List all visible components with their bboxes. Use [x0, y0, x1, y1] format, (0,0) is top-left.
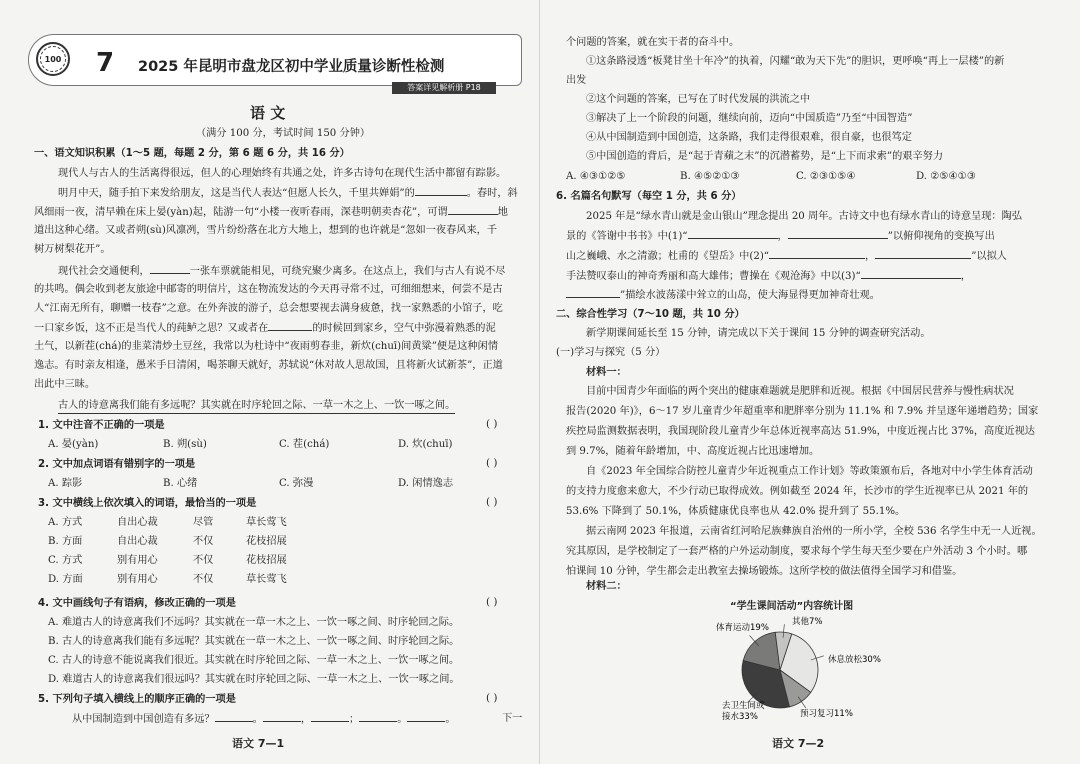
- option-d[interactable]: D. ②⑤④①③: [916, 171, 976, 182]
- passage-line: 逸志。有时亲友相逢，愚米手日清闲，喝茶聊天就好，苏轼说“休对故人思故国，且将新火试新茶”，正道: [34, 360, 503, 371]
- passage-line: 树万树梨花开”。: [34, 244, 111, 255]
- option-c[interactable]: C. 茬(chá): [279, 439, 330, 450]
- option-c-word2: 别有用心: [117, 555, 158, 566]
- q6-line: 景的《答谢中书书》中(1)“ ， ”以俯仰视角的变换写出: [566, 231, 995, 242]
- question-5-line: 从中国制造到中国创造有多远？ 。 ， ； 。 。: [72, 714, 456, 725]
- sentence-4: ④从中国制造到中国创造，这条路，我们走得很艰难，很自豪，也很笃定: [586, 132, 912, 143]
- passage-line: 现代社会交通便利， 一张车票就能相见，可绕究聚少离多。在这点上，我们与古人有说不尽: [58, 266, 506, 277]
- badge-icon: [36, 42, 70, 76]
- pie-label-去卫生间或接水: 去卫生间或接水33%: [722, 701, 765, 722]
- option-c[interactable]: C. 弥漫: [279, 478, 314, 489]
- option-a[interactable]: A. 难道古人的诗意离我们不远吗？其实就在一草一木之上、一饮一啄之间、时序轮回之际。: [48, 617, 460, 628]
- material-1-line: 究其原因，是学校制定了一套严格的户外运动制度，要求每个学生每天至少要在户外活动 3 个小时。哪: [566, 546, 1028, 557]
- option-b[interactable]: B. 方面: [48, 536, 83, 547]
- option-c-word3: 不仅: [193, 555, 214, 566]
- option-a[interactable]: A. 方式: [48, 517, 83, 528]
- section-2-intro: 新学期课间延长至 15 分钟，请完成以下关于课间 15 分钟的调查研究活动。: [586, 328, 931, 339]
- option-d[interactable]: D. 炊(chuī): [398, 439, 453, 450]
- page-footer: 语文 7—1: [232, 737, 285, 750]
- pie-chart: [700, 610, 900, 730]
- option-b-word3: 不仅: [193, 536, 214, 547]
- option-c[interactable]: C. 方式: [48, 555, 83, 566]
- option-a[interactable]: A. 踪影: [48, 478, 83, 489]
- q6-line: ”描绘水波荡漾中耸立的山岛，使大海显得更加神奇壮观。: [566, 288, 880, 303]
- section-2-heading: 二、综合性学习（7～10 题，共 10 分）: [556, 309, 745, 320]
- page-footer: 语文 7—2: [772, 737, 825, 750]
- passage-line: 出此中三昧。: [34, 379, 96, 390]
- passage-line: 人“江南无所有，聊赠一枝春”之意。在外奔波的游子，总会想要视去满身疲惫，找一家熟悉的小馆子，吃: [34, 303, 503, 314]
- badge-label: 100: [40, 46, 66, 72]
- passage-line: 个问题的答案，就在实干者的奋斗中。: [566, 37, 740, 48]
- answer-bracket[interactable]: ( ): [486, 457, 498, 469]
- option-c[interactable]: C. ②③①⑤④: [796, 171, 856, 182]
- option-b[interactable]: B. 朔(sù): [163, 439, 207, 450]
- question-1-stem: 1. 文中注音不正确的一项是: [38, 420, 165, 431]
- answer-reference: 答案详见解析册 P18: [392, 82, 496, 94]
- passage-line: 土气，以新茬(chá)的韭菜清炒土豆丝，我常以为杜诗中“夜雨剪春韭，新炊(chuī)间黄粱”便是这种闲情: [34, 341, 499, 352]
- exam-meta: （满分 100 分，考试时间 150 分钟）: [196, 128, 371, 139]
- answer-bracket[interactable]: ( ): [486, 496, 498, 508]
- subsection-1: (一)学习与探究（5 分）: [556, 347, 666, 358]
- question-3-stem: 3. 文中横线上依次填入的词语，最恰当的一项是: [38, 498, 257, 509]
- fill-blank[interactable]: [861, 269, 961, 279]
- passage-line: 风细雨一夜，清早赖在床上晏(yàn)起，陆游一句“小楼一夜听春雨，深巷明朝卖杏花”，可谓 地: [34, 207, 508, 218]
- material-1-line: 疾控局监测数据表明，我国现阶段儿童青少年总体近视率高达 51.9%，中度近视占比 37%，高度近视达: [566, 426, 1035, 437]
- fill-blank[interactable]: [788, 229, 888, 239]
- material-2-label: 材料二：: [586, 581, 627, 592]
- material-1-line: 据云南网 2023 年报道，云南省红河哈尼族彝族自治州的一所小学，全校 536 名学生中无一人近视。: [586, 526, 1042, 537]
- option-b[interactable]: B. 心绪: [163, 478, 198, 489]
- option-c[interactable]: C. 古人的诗意不能说离我们很近。其实就在时序轮回之际、一草一木之上、一饮一啄之间。: [48, 655, 460, 666]
- exam-title: 2025 年昆明市盘龙区初中学业质量诊断性检测: [138, 59, 445, 75]
- section-1-heading: 一、语文知识积累（1～5 题，每题 2 分，第 6 题 6 分，共 16 分）: [34, 148, 350, 159]
- option-d-word3: 不仅: [193, 574, 214, 585]
- pie-label-休息放松: 休息放松30%: [828, 655, 881, 665]
- material-1-label: 材料一：: [586, 367, 627, 378]
- option-a[interactable]: A. ④③①②⑤: [566, 171, 626, 182]
- option-b[interactable]: B. 古人的诗意离我们能有多远呢？其实就在一草一木之上、一饮一啄之间、时序轮回之际。: [48, 636, 460, 647]
- q6-line: 2025 年是“绿水青山就是金山银山”理念提出 20 周年。古诗文中也有绿水青山的诗意呈现：陶弘: [586, 211, 1022, 222]
- option-d-word2: 别有用心: [117, 574, 158, 585]
- q6-line: 手法赞叹泰山的神奇秀丽和高大雄伟；曹操在《观沧海》中以(3)“ ，: [566, 271, 971, 282]
- material-1-line: 到 9.7%，随着年龄增加，中、高度近视占比迅速增加。: [566, 446, 820, 457]
- option-a-word4: 草长莺飞: [246, 517, 287, 528]
- pie-label-体育运动: 体育运动19%: [716, 623, 769, 633]
- passage-line: 道出这种心绪。又或者朔(sù)风凛冽，雪片纷纷落在北方大地上，想到的也许就是“忽如一夜春风来，千: [34, 225, 498, 236]
- material-1-line: 53.6% 下降到了 50.1%，体质健康优良率也从 42.0% 提升到了 55.1%。: [566, 506, 906, 517]
- material-1-line: 报告(2020 年)》，6～17 岁儿童青少年超重率和肥胖率分别为 11.1% 和 7.9% 并呈逐年递增趋势；国家: [566, 406, 1039, 417]
- option-a[interactable]: A. 晏(yàn): [48, 439, 99, 450]
- fill-blank[interactable]: [688, 229, 778, 239]
- sentence-3: ③解决了上一个阶段的问题，继续向前，迈向“中国质造”乃至“中国智造”: [586, 113, 913, 124]
- passage-line: 的共鸣。偶会收到老友旅途中邮寄的明信片，这在物流发达的今天再寻常不过，可细细想来，何尝不是古: [34, 284, 503, 295]
- fill-blank[interactable]: [769, 249, 865, 259]
- option-b[interactable]: B. ④⑤②①③: [680, 171, 740, 182]
- material-1-line: 目前中国青少年面临的两个突出的健康难题就是肥胖和近视。根据《中国居民营养与慢性病状况: [586, 386, 1014, 397]
- question-2-stem: 2. 文中加点词语有错别字的一项是: [38, 459, 196, 470]
- option-b-word2: 自出心裁: [117, 536, 158, 547]
- q6-line: 山之巍峨、水之清澈；杜甫的《望岳》中(2)“ ， ”以拟人: [566, 251, 1007, 262]
- sentence-2: ②这个问题的答案，已写在了时代发展的洪流之中: [586, 94, 811, 105]
- option-a-word3: 尽管: [193, 517, 214, 528]
- sentence-1-cont: 出发: [566, 75, 587, 86]
- option-d[interactable]: D. 闲情逸志: [398, 478, 454, 489]
- passage-line: 一口家乡饭，这不正是当代人的莼鲈之思？又或者在 的时候回到家乡，空气中弥漫着熟悉的泥: [34, 323, 496, 334]
- option-d-word4: 草长莺飞: [246, 574, 287, 585]
- chart-title: “学生课间活动”内容统计图: [730, 601, 854, 612]
- material-1-line: 的支持力度愈来愈大，不少行动已取得成效。例如截至 2024 年，长沙市的学生近视率已从 2021 年的: [566, 486, 1029, 497]
- underlined-sentence: 古人的诗意离我们能有多远呢？其实就在时序轮回之际、一草一木之上、一饮一啄之间。: [58, 399, 455, 414]
- answer-bracket[interactable]: ( ): [486, 596, 498, 608]
- pie-label-其他: 其他7%: [792, 617, 823, 627]
- passage-line: 明月中天，随手拍下来发给朋友，这是当代人表达“但愿人长久，千里共婵娟”的 。春时，斜: [58, 188, 518, 199]
- question-4-stem: 4. 文中画线句子有语病，修改正确的一项是: [38, 598, 236, 609]
- material-1-line: 自《2023 年全国综合防控儿童青少年近视重点工作计划》等政策颁布后，各地对中小学生体育活动: [586, 466, 1033, 477]
- answer-bracket[interactable]: ( ): [486, 418, 498, 430]
- option-b-word4: 花枝招展: [246, 536, 287, 547]
- question-5-stem: 5. 下列句子填入横线上的顺序正确的一项是: [38, 694, 236, 705]
- sentence-5: ⑤中国创造的背后，是“起于青蘋之末”的沉潜蓄势，是“上下而求索”的艰辛努力: [586, 151, 944, 162]
- answer-bracket[interactable]: ( ): [486, 692, 498, 704]
- material-1-line: 怕课间 10 分钟，学生都会走出教室去操场锻炼。这所学校的做法值得全国学习和借鉴。: [566, 566, 963, 577]
- question-6-stem: 6. 名篇名句默写（每空 1 分，共 6 分）: [556, 191, 742, 202]
- option-c-word4: 花枝招展: [246, 555, 287, 566]
- pie-label-预习复习: 预习复习11%: [800, 709, 853, 719]
- option-a-word2: 自出心裁: [117, 517, 158, 528]
- fill-blank[interactable]: [566, 288, 620, 298]
- fill-blank[interactable]: [875, 249, 971, 259]
- subject-title: 语 文: [250, 104, 286, 122]
- exam-number: 7: [96, 48, 115, 78]
- option-d[interactable]: D. 方面: [48, 574, 83, 585]
- question-5-continued: 下一: [502, 713, 523, 724]
- option-d[interactable]: D. 难道古人的诗意离我们很远吗？其实就在时序轮回之际、一草一木之上、一饮一啄之间。: [48, 674, 460, 685]
- sentence-1: ①这条路浸透“板凳甘坐十年冷”的执着，闪耀“敢为天下先”的胆识，更呼唤“再上一层楼”的新: [586, 56, 1005, 67]
- passage-line: 现代人与古人的生活离得很远，但人的心理始终有共通之处，许多古诗句在现代生活中都留有踪影。: [58, 168, 507, 179]
